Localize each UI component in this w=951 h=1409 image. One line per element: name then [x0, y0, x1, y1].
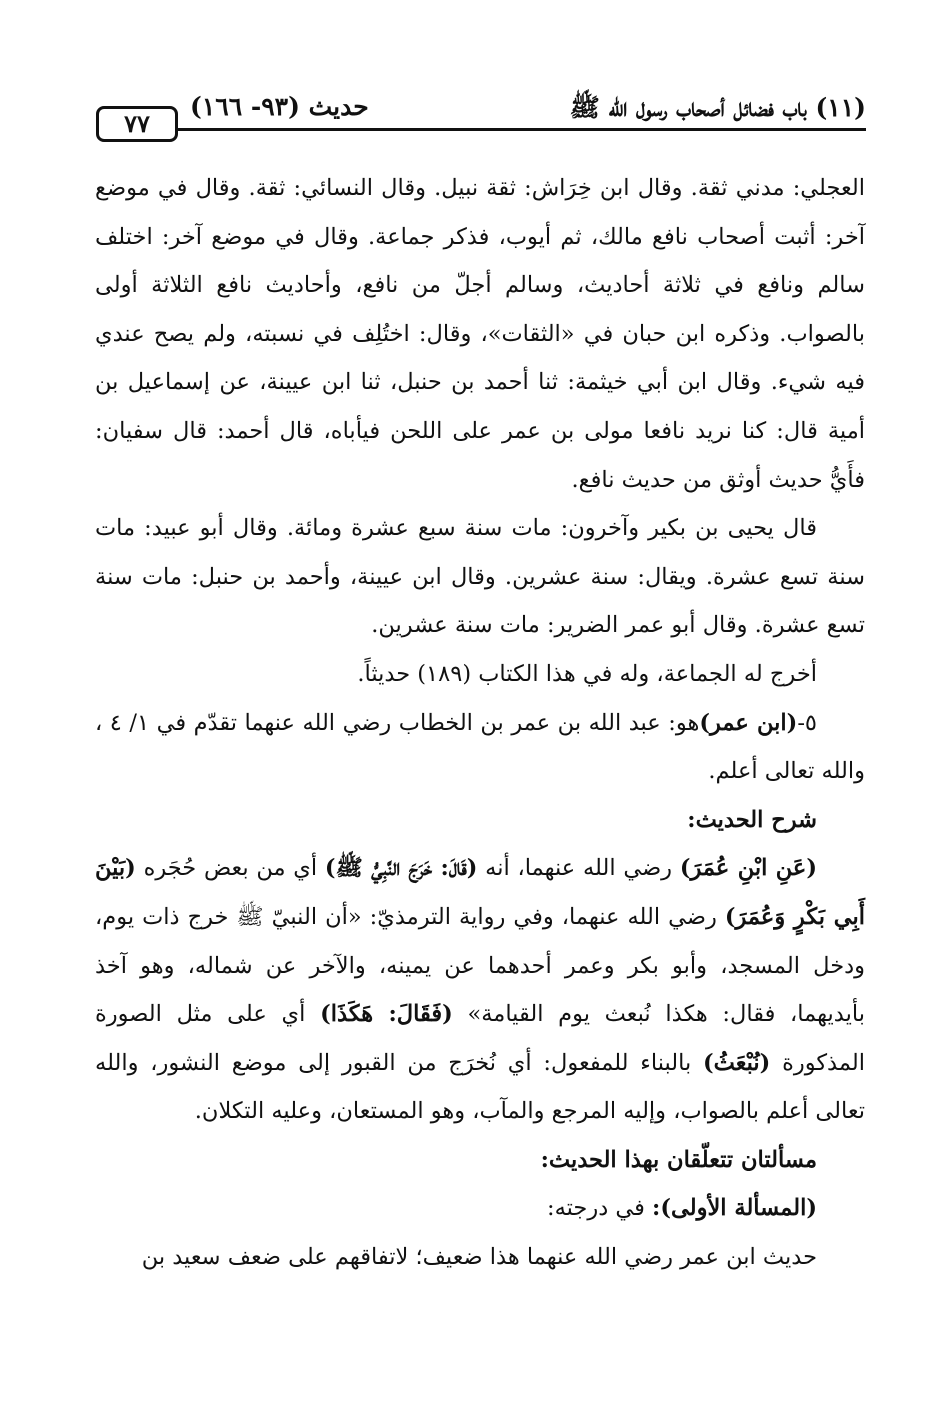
grading-paragraph: حديث ابن عمر رضي الله عنهما هذا ضعيف؛ لاتفاقهم على ضعف سعيد بن	[141, 1244, 817, 1271]
quote-faqala-hakadha: (فَقَالَ: هَكَذَا)	[320, 1001, 453, 1028]
first-issue-text: في درجته:	[547, 1195, 653, 1222]
page-number: ٧٧	[96, 106, 178, 142]
page-body	[95, 164, 865, 1282]
quote-qala-kharaja: (قَالَ: خَرَجَ النَّبِيُّ ﷺ)	[324, 855, 478, 882]
chapter-title: (١١) باب فضائل أصحاب رسول الله ﷺ	[569, 93, 866, 122]
ibn-umar-paragraph	[95, 699, 865, 796]
narrator-bio-paragraph: العجلي: مدني ثقة. وقال ابن خِرَاش: ثقة نبيل. وقال النسائي: ثقة. وقال في موضع آخر: أثبت أصحاب نافع مالك، ثم أيوب، فذكر جماعة. وقال في موضع آخر: اختلف سالم ونافع في ثلاثة أحاديث، وسالم أجلّ من نافع، وأحاديث نافع الثلاثة أولى بالصواب. وذكره ابن حبان في «الثقات»، وقال: اختُلِف في نسبته، ولم يصح عندي فيه شيء. وقال ابن أبي خيثمة: ثنا أحمد بن حنبل، ثنا ابن عيينة، عن إسماعيل بن أمية قال: كنا نريد نافعا مولى بن عمر على اللحن فيأباه، قال أحمد: قال سفيان: فأَيُّ حديث أوثق من حديث نافع.	[95, 175, 865, 493]
quote-bayna-abi-bakr: (بَيْنَ أَبِي بَكْرٍ وَعُمَرَ)	[95, 855, 865, 930]
sharh-paragraph	[95, 844, 865, 1136]
hadith-range: حديث (٩٣- ١٦٦)	[190, 92, 369, 121]
sharh-text-3: رضي الله عنهما، وفي رواية الترمذيّ: «أن النبيّ ﷺ خرج ذات يوم، ودخل المسجد، وأبو بكر وعمر أحدهما عن يمينه، والآخر عن شماله، وهو آخذ بأيديهما، فقال: هكذا نُبعث يوم القيامة»	[95, 903, 865, 1028]
header-rule	[96, 128, 866, 131]
running-header	[96, 86, 866, 138]
ibn-umar-text: هو: عبد الله بن عمر بن الخطاب رضي الله عنهما تقدّم في ١/ ٤ ، والله تعالى أعلم.	[95, 709, 865, 785]
quote-an-ibn-umar: (عَنِ ابْنِ عُمَرَ)	[679, 855, 817, 882]
sharh-text-2: أي من بعض حُجَره	[135, 855, 325, 882]
sharh-text-1: رضي الله عنهما، أنه	[477, 855, 680, 882]
sharh-heading: شرح الحديث:	[687, 806, 817, 833]
death-date-paragraph: قال يحيى بن بكير وآخرون: مات سنة سبع عشرة ومائة. وقال أبو عبيد: مات سنة تسع عشرة. ويقال: سنة عشرين. وقال ابن عيينة، وأحمد بن حنبل: مات سنة تسع عشرة. وقال أبو عمر الضرير: مات سنة عشرين.	[95, 515, 865, 639]
item-number: ٥-	[797, 709, 818, 736]
sharh-text-4: أي على مثل الصورة المذكورة	[95, 1001, 865, 1076]
first-issue-label: (المسألة الأولى):	[652, 1195, 817, 1222]
quote-nubath: (نُبْعَثُ)	[703, 1049, 771, 1076]
masail-heading: مسألتان تتعلّقان بهذا الحديث:	[540, 1146, 817, 1173]
ibn-umar-label: (ابن عمر)	[699, 709, 798, 736]
sharh-text-5: بالبناء للمفعول: أي نُخرَج من القبور إلى موضع النشور، والله تعالى أعلم بالصواب، وإليه المرجع والمآب، وهو المستعان، وعليه التكلان.	[95, 1049, 865, 1125]
narrations-count-paragraph: أخرج له الجماعة، وله في هذا الكتاب (١٨٩) حديثاً.	[357, 660, 817, 687]
first-issue-line	[95, 1184, 865, 1233]
